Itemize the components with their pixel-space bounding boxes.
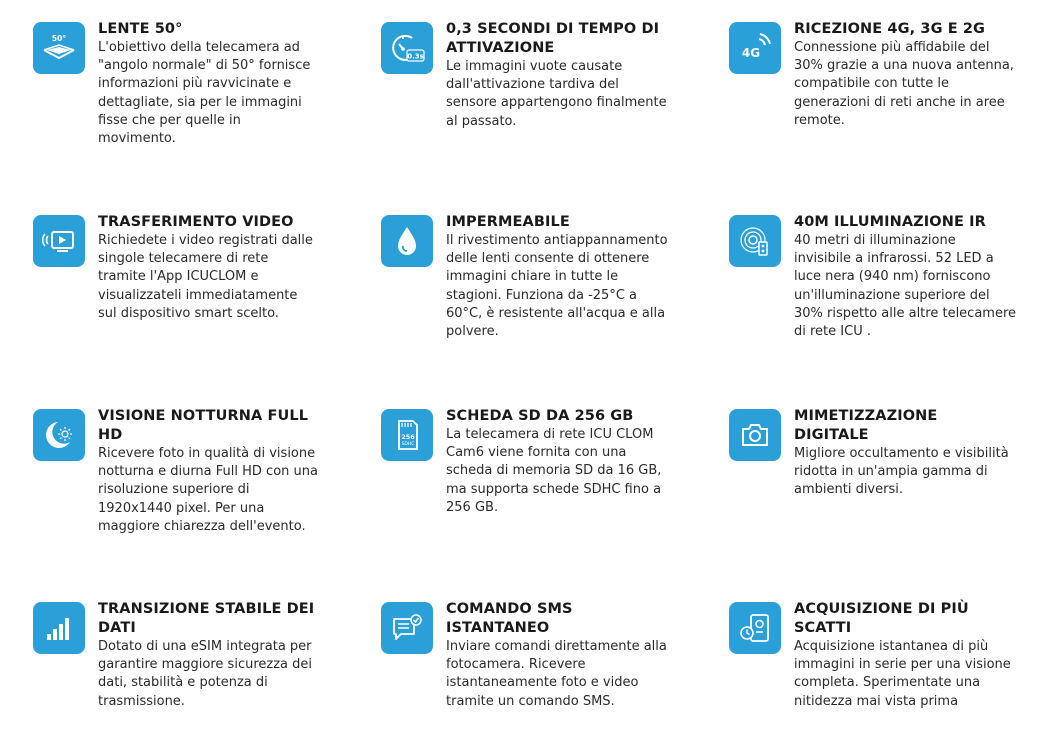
feature-ir-illumination xyxy=(729,213,1016,341)
video-transfer-icon xyxy=(33,215,85,267)
feature-description: L'obiettivo della telecamera ad "angolo normale" di 50° fornisce informazioni più ravvicinate e dettagliate, sia per le immagini fisse che per quelle in movimento. xyxy=(98,40,311,147)
feature-description: Inviare comandi direttamente alla fotocamera. Ricevere istantaneamente foto e video tramite un comando SMS. xyxy=(446,639,667,709)
feature-description: Dotato di una eSIM integrata per garantire maggiore sicurezza dei dati, stabilità e potenza di trasmissione. xyxy=(98,639,312,709)
feature-title: COMANDO SMS ISTANTANEO xyxy=(446,601,573,636)
sd-icon-type: SDHC xyxy=(401,442,415,447)
feature-title: TRANSIZIONE STABILE DEI DATI xyxy=(98,601,315,636)
feature-sd-card xyxy=(381,407,668,517)
sd-icon-capacity: 256 xyxy=(401,433,415,441)
signal-icon-label: 4G xyxy=(741,46,761,60)
feature-description: Le immagini vuote causate dall'attivazione tardiva del sensore appartengono finalmente al passato. xyxy=(446,59,667,129)
feature-title: RICEZIONE 4G, 3G E 2G xyxy=(794,21,986,37)
night-vision-icon xyxy=(33,409,85,461)
feature-title: IMPERMEABILE xyxy=(446,214,570,230)
angle-50-icon xyxy=(33,22,85,74)
feature-title: 0,3 SECONDI DI TEMPO DI ATTIVAZIONE xyxy=(446,21,660,56)
feature-description: La telecamera di rete ICU CLOM Cam6 viene fornita con una scheda di memoria SD da 16 GB, ma supporta schede SDHC fino a 256 GB. xyxy=(446,427,662,515)
feature-title: TRASFERIMENTO VIDEO xyxy=(98,214,294,230)
feature-stable-data xyxy=(33,600,320,711)
timer-0-3s-icon xyxy=(381,22,433,74)
feature-sms-command xyxy=(381,600,668,711)
feature-description: Richiedete i video registrati dalle singole telecamere di rete tramite l'App ICUCLOM e visualizzateli immediatamente sul dispositivo smart scelto. xyxy=(98,233,313,321)
feature-description: Il rivestimento antiappannamento delle lenti consente di ottenere immagini chiare in tutte le stagioni. Funziona da -25°C a 60°C, è resistente all'acqua e alla polvere. xyxy=(446,233,668,340)
feature-title: ACQUISIZIONE DI PIÙ SCATTI xyxy=(794,601,969,636)
feature-waterproof xyxy=(381,213,668,341)
feature-description: Acquisizione istantanea di più immagini in serie per una visione completa. Sperimentate una nitidezza mai vista prima xyxy=(794,639,1011,709)
burst-shot-icon xyxy=(729,602,781,654)
feature-title: 40M ILLUMINAZIONE IR xyxy=(794,214,986,230)
feature-lens xyxy=(33,20,320,148)
infrared-led-icon xyxy=(729,215,781,267)
sd-card-icon xyxy=(381,409,433,461)
feature-title: LENTE 50° xyxy=(98,21,183,37)
feature-burst-shots xyxy=(729,600,1016,711)
feature-activation-time xyxy=(381,20,668,131)
water-drop-icon xyxy=(381,215,433,267)
feature-night-vision xyxy=(33,407,320,536)
sms-command-icon xyxy=(381,602,433,654)
feature-description: Migliore occultamento e visibilità ridotta in un'ampia gamma di ambienti diversi. xyxy=(794,446,1009,498)
feature-network-reception xyxy=(729,20,1016,130)
camera-icon xyxy=(729,409,781,461)
feature-description: Connessione più affidabile del 30% grazie a una nuova antenna, compatibile con tutte le generazioni di reti anche in aree remote. xyxy=(794,40,1014,128)
signal-4g-icon xyxy=(729,22,781,74)
timer-icon-label: 0.3s xyxy=(407,52,424,61)
feature-description: 40 metri di illuminazione invisibile a infrarossi. 52 LED a luce nera (940 nm) forniscono un'illuminazione superiore del 30% rispetto alle altre telecamere di rete ICU . xyxy=(794,233,1017,340)
feature-digital-camouflage xyxy=(729,407,1016,500)
signal-bars-icon xyxy=(33,602,85,654)
feature-video-transfer xyxy=(33,213,320,323)
feature-title: VISIONE NOTTURNA FULL HD xyxy=(98,408,309,443)
feature-description: Ricevere foto in qualità di visione notturna e diurna Full HD con una risoluzione superiore di 1920x1440 pixel. Per una maggiore chiarezza dell'evento. xyxy=(98,446,318,534)
angle-icon-label: 50° xyxy=(51,34,67,43)
feature-title: MIMETIZZAZIONE DIGITALE xyxy=(794,408,938,443)
feature-title: SCHEDA SD DA 256 GB xyxy=(446,408,634,424)
